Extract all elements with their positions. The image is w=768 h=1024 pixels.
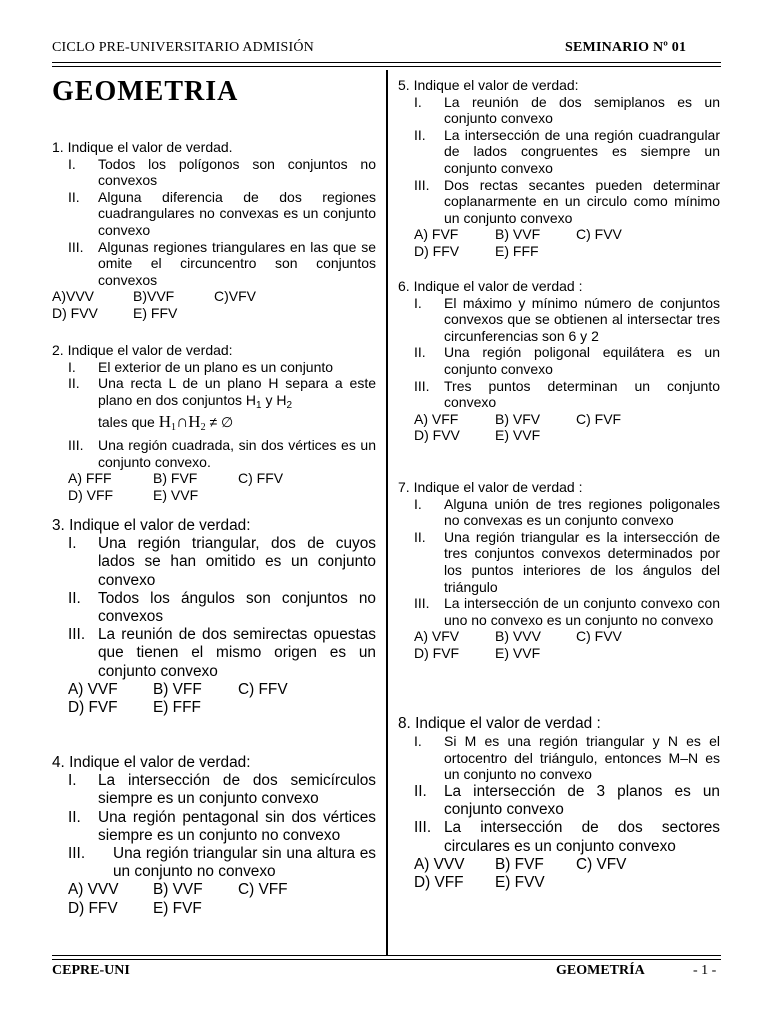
statement-ii: II. La intersección de una región cuadrangular de lados congruentes es siempre un conjunto convexo (414, 126, 720, 176)
statement-iii: III. La intersección de dos sectores circulares es un conjunto convexo (414, 819, 720, 855)
statement-iii: III. Una región triangular sin una altura es un conjunto no convexo (68, 845, 376, 881)
option-d: D) FVV (414, 427, 460, 444)
page-title: GEOMETRIA (52, 76, 239, 107)
question-stem: 8. Indique el valor de verdad : (398, 715, 601, 732)
statement-ii: II. Una región triangular es la intersección de tres conjuntos convexos determinados por los puntos interiores de los ángulos del triángulo (414, 528, 720, 595)
option-d: D) VFF (414, 874, 464, 891)
answer-options (414, 628, 720, 661)
page-number: - 1 - (693, 963, 717, 978)
option-e: E) VVF (153, 486, 199, 503)
answer-options (414, 411, 720, 444)
statement-i: I. La reunión de dos semiplanos es un conjunto convexo (414, 93, 720, 127)
statement-i: I. Una región triangular, dos de cuyos lados se han omitido es un conjunto convexo (68, 535, 376, 589)
option-e: E) FVV (495, 874, 545, 891)
statement-i: I. El máximo y mínimo número de conjuntos convexos que se obtienen al intersectar tres circunferencias son 6 y 2 (414, 294, 720, 344)
question-stem: 3. Indique el valor de verdad: (52, 517, 251, 534)
header-left: CICLO PRE-UNIVERSITARIO ADMISIÓN (52, 40, 314, 55)
statement-i: I. Si M es una región triangular y N es el ortocentro del triángulo, entonces M–N es un conjunto no convexo (414, 733, 720, 783)
statement-i: I. Todos los polígonos son conjuntos no convexos (68, 155, 376, 189)
option-b: B) FVF (495, 855, 544, 873)
question-stem: 5. Indique el valor de verdad: (398, 77, 579, 93)
option-b: B) VFV (495, 410, 541, 427)
statement-ii: II. La intersección de 3 planos es un conjunto convexo (414, 782, 720, 819)
header-rule-2 (52, 66, 721, 67)
option-b: B) VVF (153, 881, 203, 899)
statement-ii: II. Una región pentagonal sin dos vértices siempre es un conjunto no convexo (68, 808, 376, 844)
option-d: D) FVF (414, 644, 460, 661)
statement-iii: III. Dos rectas secantes pueden determinar coplanarmente en un circulo como mínimo un conjunto convexo (414, 176, 720, 226)
answer-options (414, 856, 720, 892)
question-2 (52, 342, 376, 503)
answer-options (414, 226, 720, 259)
option-b: B) VFF (153, 680, 202, 698)
statement-ii: II. Una recta L de un plano H separa a este plano en dos conjuntos $H_1$ y $H_2$ tales que $H_1\cap H_2$ ≠ ∅ (68, 375, 376, 434)
option-b: B) VVF (495, 226, 541, 243)
statement-i: I. El exterior de un plano es un conjunto (68, 358, 334, 375)
option-b: B)VVF (133, 288, 175, 305)
question-5 (398, 77, 720, 260)
statement-ii: II. Todos los ángulos son conjuntos no convexos (68, 589, 376, 626)
answer-options (52, 288, 376, 321)
option-c: C) VFV (576, 855, 627, 873)
option-a: A)VVV (52, 288, 95, 305)
option-e: E) FVF (153, 899, 202, 917)
question-3 (52, 517, 376, 717)
option-d: D) FFV (414, 242, 460, 259)
footer-subject: GEOMETRÍA (556, 963, 645, 978)
answer-options (68, 470, 376, 503)
option-e: E) FFF (153, 699, 201, 717)
footer-rule (52, 955, 721, 956)
question-stem: 4. Indique el valor de verdad: (52, 754, 251, 771)
question-8 (398, 715, 720, 892)
answer-options (68, 681, 376, 717)
option-d: D) FVV (52, 304, 98, 321)
header-rule (52, 62, 721, 63)
option-d: D) FVF (68, 699, 118, 717)
option-a: A) VFV (414, 628, 460, 645)
option-c: C)VFV (214, 288, 256, 305)
question-stem: 1. Indique el valor de verdad. (52, 139, 233, 155)
option-b: B) VVV (495, 628, 541, 645)
question-4 (52, 754, 376, 918)
question-stem: 2. Indique el valor de verdad: (52, 342, 233, 358)
statement-i: I. Alguna unión de tres regiones poligonales no convexas es un conjunto convexo (414, 495, 720, 529)
option-d: D) VFF (68, 486, 114, 503)
question-6 (398, 278, 720, 444)
option-a: A) VVV (414, 855, 465, 873)
statement-iii: III. Tres puntos determinan un conjunto convexo (414, 377, 720, 411)
option-e: E) VVF (495, 427, 541, 444)
option-c: C) FFV (238, 470, 284, 487)
column-divider (386, 70, 388, 956)
option-c: C) FVF (576, 410, 622, 427)
option-e: E) FFV (133, 304, 178, 321)
option-a: A) VVV (68, 881, 119, 899)
footer-rule-2 (52, 959, 721, 960)
option-e: E) FFF (495, 242, 539, 259)
option-c: C) VFF (238, 881, 288, 899)
statement-ii: II. Alguna diferencia de dos regiones cuadrangulares no convexas es un conjunto convexo (68, 188, 376, 238)
option-e: E) VVF (495, 644, 541, 661)
option-d: D) FFV (68, 899, 118, 917)
option-a: A) FFF (68, 470, 112, 487)
option-a: A) VVF (68, 680, 118, 698)
question-7 (398, 479, 720, 662)
statement-i: I. La intersección de dos semicírculos siempre es un conjunto convexo (68, 772, 376, 808)
statement-iii: III. Algunas regiones triangulares en las que se omite el circuncentro son conjuntos convexos (68, 238, 376, 288)
set-intersection-formula: $H_1\cap H_2$ (158, 412, 206, 434)
question-stem: 6. Indique el valor de verdad : (398, 278, 583, 294)
option-a: A) VFF (414, 410, 459, 427)
option-c: C) FVV (576, 226, 622, 243)
statement-iii: III. La reunión de dos semirectas opuestas que tienen el mismo origen es un conjunto convexo (68, 626, 376, 680)
statement-iii: III. Una región cuadrada, sin dos vértices es un conjunto convexo. (68, 436, 376, 470)
option-b: B) FVF (153, 470, 198, 487)
answer-options (68, 881, 376, 917)
statement-iii: III. La intersección de un conjunto convexo con uno no convexo es un conjunto no convexo (414, 595, 720, 628)
footer-left: CEPRE-UNI (52, 963, 130, 978)
header-right: SEMINARIO Nº 01 (565, 40, 687, 55)
option-c: C) FVV (576, 628, 622, 645)
option-a: A) FVF (414, 226, 459, 243)
option-c: C) FFV (238, 680, 288, 698)
question-stem: 7. Indique el valor de verdad : (398, 479, 583, 495)
question-1 (52, 139, 376, 322)
statement-ii: II. Una región poligonal equilátera es un conjunto convexo (414, 344, 720, 377)
